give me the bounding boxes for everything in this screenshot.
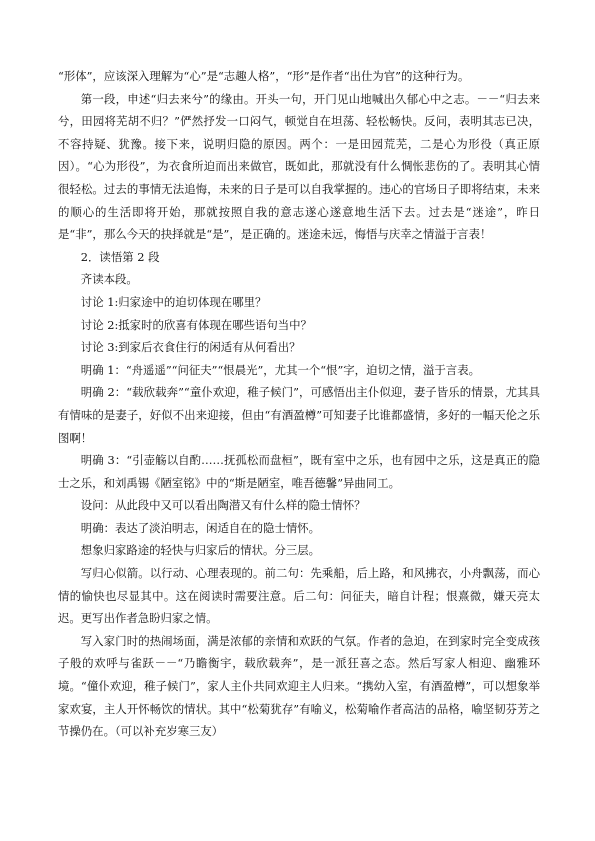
document-body [58, 65, 540, 743]
answer-hermit-feeling: 明确：表达了淡泊明志，闲适自在的隐士情怀。 [80, 520, 321, 535]
paragraph-read-aloud: 齐读本段。 [80, 272, 138, 287]
discussion-2: 讨论 2:抵家时的欣喜有体现在哪些语句当中？ [80, 317, 312, 332]
paragraph-entering-home: 写入家门时的热闹场面，满是浓郁的亲情和欢跃的气氛。作者的急迫，在到家时完全变成孩子般的欢呼与雀跃－－“乃瞻衡宇，载欣载奔”，是一派狂喜之态。然后写家人相迎、幽雅环境。“僮仆欢迎，稚子候门”，家人主仆共同欢迎主人归来。“携幼入室，有酒盈樽”，可以想象举家欢宴，主人开怀畅饮的情状。其中“松菊犹存”有喻义，松菊喻作者高洁的品格，喻坚韧芬芳之节操仍在。（可以补充岁寒三友） [58, 633, 540, 739]
answer-3: 明确 3：“引壶觞以自酌……抚孤松而盘桓”，既有室中之乐，也有园中之乐，这是真正的隐士之乐，和刘禹锡《陋室铭》中的“斯是陋室，唯吾德馨”异曲同工。 [58, 453, 540, 490]
paragraph-eager-return: 写归心似箭。以行动、心理表现的。前二句：先乘船，后上路，和风拂衣，小舟飘荡，而心情的愉快也尽显其中。这在阅读时需要注意。后二句：问征夫，暗自计程；恨熹微，嫌天亮太迟。更写出作者急盼归家之情。 [58, 566, 540, 626]
answer-2: 明确 2：“载欣载奔”“童仆欢迎，稚子候门”，可感悟出主仆似迎，妻子皆乐的情景，尤其具有情味的是妻子，好似不出来迎接，但由“有酒盈樽”可知妻子比谁都盛情，多好的一幅天伦之乐图啊！ [58, 385, 540, 445]
paragraph-section-one-reason: 第一段，申述“归去来兮”的缘由。开头一句，开门见山地喊出久郁心中之志。－－“归去来兮，田园将芜胡不归？”俨然抒发一口闷气，顿觉自在坦荡、轻松畅快。反问，表明其志已决，不容持疑、犹豫。接下来，说明归隐的原因。两个：一是田园荒芜，二是心为形役（真正原因）。“心为形役”，为衣食所迫而出来做官，既如此，那就没有什么惆怅悲伤的了。表明其心情很轻松。过去的事情无法追悔，未来的日子是可以自我掌握的。违心的官场日子即将结束，未来的顺心的生活即将开始，那就按照自我的意志遂心遂意地生活下去。过去是“迷途”，昨日是“非”，那么今天的抉择就是“是”，是正确的。迷途未远，悔悟与庆幸之情溢于言表！ [58, 91, 540, 242]
discussion-3: 讨论 3:到家后衣食住行的闲适有从何看出？ [80, 340, 301, 355]
question-hermit-feeling: 设问：从此段中又可以看出陶潜又有什么样的隐士情怀？ [80, 498, 366, 513]
paragraph-imagine-journey: 想象归家路途的轻快与归家后的情状。分三层。 [80, 543, 321, 558]
answer-1: 明确 1：“舟遥遥”“问征夫”“恨晨光”，尤其一个“恨”字，迫切之情，溢于言表。 [80, 362, 480, 377]
discussion-1: 讨论 1:归家途中的迫切体现在哪里？ [80, 294, 267, 309]
paragraph-1: “形体”，应该深入理解为“心”是“志趣人格”，“形”是作者“出仕为官”的这种行为。 [58, 69, 470, 83]
section-heading-read-paragraph-2: 2．读悟第 2 段 [80, 249, 160, 264]
